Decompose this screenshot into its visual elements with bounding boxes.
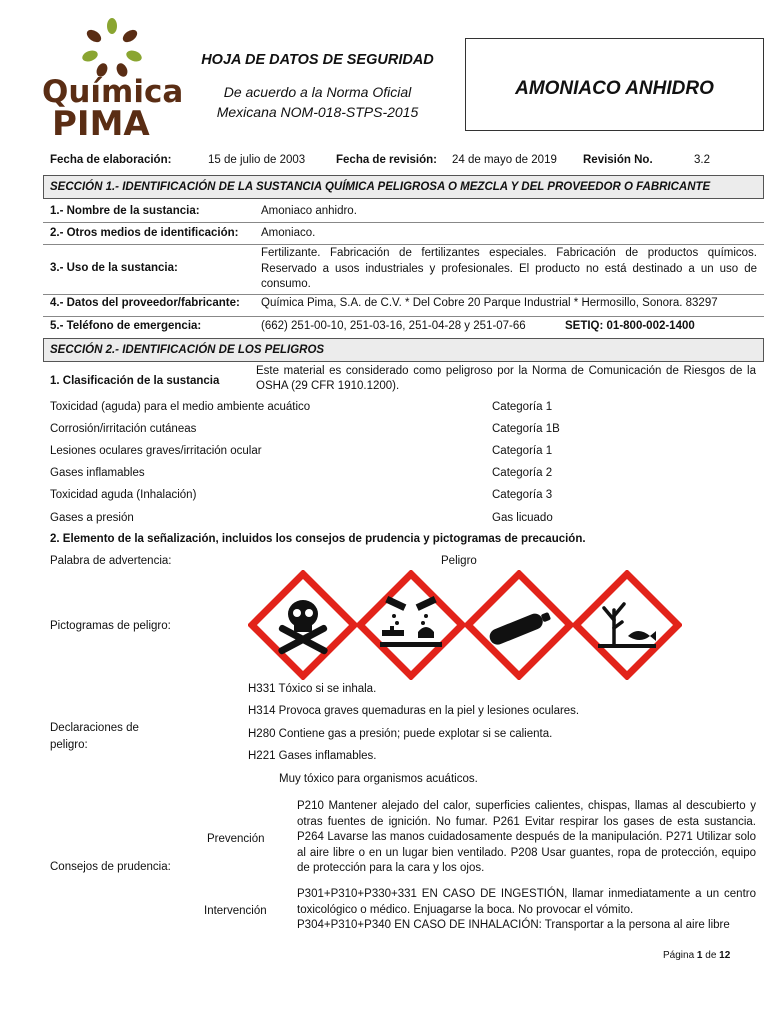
page-prefix: Página [663,950,695,961]
substance-name-value: Amoniaco anhidro. [261,205,357,217]
document-subtitle-1: De acuerdo a la Norma Oficial [223,84,412,100]
revision-date-value: 24 de mayo de 2019 [452,154,557,166]
hazard-class: Toxicidad aguda (Inhalación) [50,489,197,501]
hazard-class: Gases a presión [50,512,134,524]
label-elements-heading: 2. Elemento de la señalización, incluidos los consejos de prudencia y pictogramas de precaución. [50,533,586,545]
hazard-statements-label: Declaraciones de peligro: [50,722,139,751]
document-title: HOJA DE DATOS DE SEGURIDAD [201,52,434,68]
page-total: 12 [719,950,731,961]
hazard-statement: H221 Gases inflamables. [248,750,377,762]
corrosion-icon [356,570,466,680]
other-id-value: Amoniaco. [261,227,316,239]
hazard-class: Gases inflamables [50,467,145,479]
gas-cylinder-icon [464,570,574,680]
revision-date-label: Fecha de revisión: [336,154,437,166]
document-subtitle-2: Mexicana NOM-018-STPS-2015 [216,104,419,120]
intervention-text-1: P301+P310+P330+331 EN CASO DE INGESTIÓN, llamar inmediatamente a un centro toxicológico o médico. Enjuagarse la boca. No provocar el vómito. [297,888,756,916]
substance-use-label: 3.- Uso de la sustancia: [50,262,178,274]
hazard-statement: H314 Provoca graves quemaduras en la piel y lesiones oculares. [248,705,580,717]
environment-icon [572,570,682,680]
company-logo [40,18,184,144]
section-1-header: SECCIÓN 1.- IDENTIFICACIÓN DE LA SUSTANCIA QUÍMICA PELIGROSA O MEZCLA Y DEL PROVEEDOR O FABRICANTE [43,175,764,199]
hazard-statement: H331 Tóxico si se inhala. [248,683,377,695]
classification-label: 1. Clasificación de la sustancia [50,375,220,387]
product-name: AMONIACO ANHIDRO [515,78,714,99]
signal-word-value: Peligro [441,555,477,567]
hazard-class: Toxicidad (aguda) para el medio ambiente acuático [50,401,311,413]
page-of: de [705,950,717,961]
logo-text-quimica: Química [42,74,184,110]
row-divider [43,294,764,295]
row-divider [43,222,764,223]
hazard-class: Lesiones oculares graves/irritación ocular [50,445,262,457]
hazard-statement: Muy tóxico para organismos acuáticos. [279,773,478,785]
hazard-category: Categoría 2 [492,467,553,479]
prevention-text: P210 Mantener alejado del calor, superficies calientes, chispas, llamas al descubierto y otras fuentes de ignición. No fumar. P261 Evitar respirar los gases de esta sustancia. P264 Lavarse las manos cuidadosamente después de la manipulación. P271 Utilizar solo al aire libre o en un lugar bien ventilado. P208 Usar guantes, ropa de protección, equipo de protección para la cara y los ojos. [297,800,756,874]
hazard-class: Corrosión/irritación cutáneas [50,423,197,435]
revision-number-label: Revisión No. [583,154,653,166]
other-id-label: 2.- Otros medios de identificación: [50,227,239,239]
elaboration-label: Fecha de elaboración: [50,154,172,166]
intervention-label: Intervención [204,905,267,917]
hazard-category: Categoría 1 [492,401,553,413]
supplier-label: 4.- Datos del proveedor/fabricante: [50,297,240,309]
skull-crossbones-icon [248,570,358,680]
hazard-category: Categoría 1B [492,423,560,435]
pictograms-label: Pictogramas de peligro: [50,620,171,632]
hazard-statement: H280 Contiene gas a presión; puede explotar si se calienta. [248,728,553,740]
row-divider [43,244,764,245]
hazard-category: Categoría 1 [492,445,553,457]
signal-word-label: Palabra de advertencia: [50,555,172,567]
revision-number-value: 3.2 [694,154,710,166]
classification-value: Este material es considerado como peligroso por la Norma de Comunicación de Riesgos de la OSHA (29 CFR 1910.1200). [256,365,756,392]
hazard-category: Categoría 3 [492,489,553,501]
prevention-label: Prevención [207,833,265,845]
logo-mark-icon [40,18,170,78]
emergency-phone-value: (662) 251-00-10, 251-03-16, 251-04-28 y 251-07-66 [261,320,526,332]
emergency-phone-label: 5.- Teléfono de emergencia: [50,320,202,332]
precautionary-label: Consejos de prudencia: [50,861,171,873]
elaboration-value: 15 de julio de 2003 [208,154,306,166]
substance-use-value: Fertilizante. Fabricación de fertilizantes especiales. Fabricación de productos químicos. Reservado a usos industriales y profesionales. El producto no está destinado a un uso de consumo. [261,247,757,290]
hazard-pictograms [248,570,688,680]
intervention-text-2: P304+P310+P340 EN CASO DE INHALACIÓN: Transportar a la persona al aire libre [297,919,730,931]
product-name-box [465,38,764,131]
logo-text-pima: PIMA [52,104,150,144]
page-number [663,950,730,961]
section-2-header: SECCIÓN 2.- IDENTIFICACIÓN DE LOS PELIGROS [43,338,764,362]
supplier-value: Química Pima, S.A. de C.V. * Del Cobre 20 Parque Industrial * Hermosillo, Sonora. 83297 [261,297,718,309]
setiq-phone: SETIQ: 01-800-002-1400 [565,320,695,332]
substance-name-label: 1.- Nombre de la sustancia: [50,205,200,217]
page-current: 1 [696,950,703,961]
hazard-category: Gas licuado [492,512,553,524]
row-divider [43,316,764,317]
